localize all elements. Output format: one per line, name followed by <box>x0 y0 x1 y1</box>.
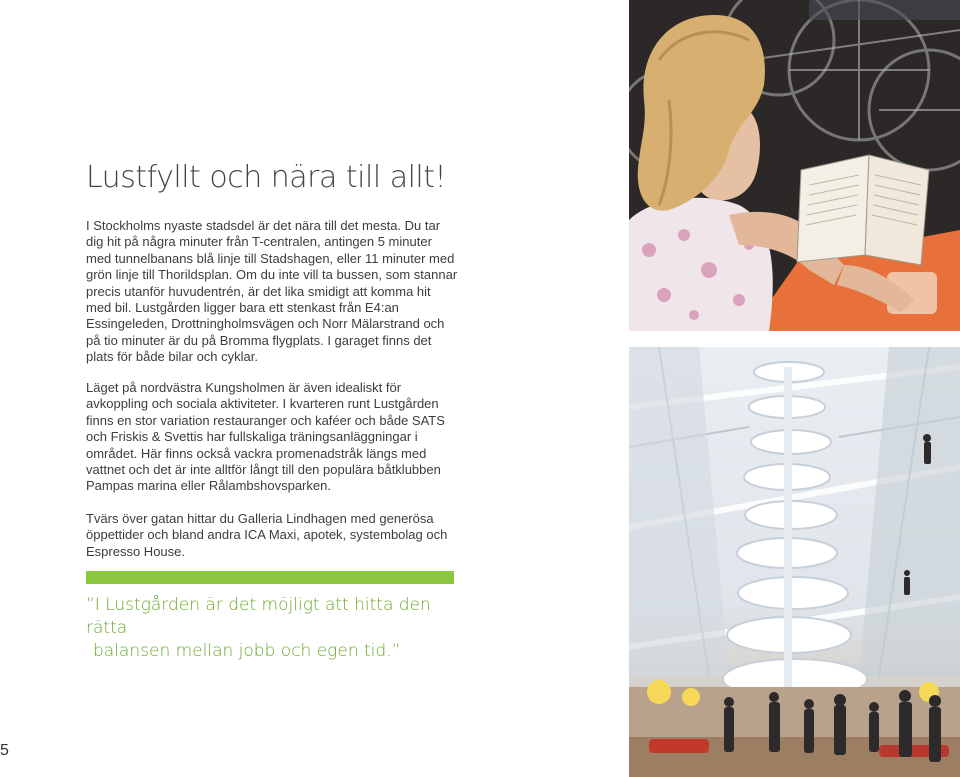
page-heading: Lustfyllt och nära till allt! <box>86 160 447 195</box>
paragraph-text: Läget på nordvästra Kungsholmen är även idealiskt för avkoppling och sociala aktiviteter. I kvarteren runt Lustgården finns en stor variation restauranger och kaféer och både SATS och Friskis & Svettis har fullskaliga träningsanläggningar i området. Här finns också vackra promenadstråk längs med vattnet och det är inte alltför långt till den populära båtklubben Pampas marina eller Rålambshovsparken. <box>86 380 445 494</box>
photo-woman-reading <box>629 0 960 331</box>
body-paragraph-3 <box>86 511 458 576</box>
paragraph-text: I Stockholms nyaste stadsdel är det nära till det mesta. Du tar dig hit på några minuter från T-centralen, antingen 5 minuter med tunnelbanans blå linje till Stadshagen, eller 11 minuter med grön linje till Thorildsplan. Om du inte vill ta bussen, som stannar precis utanför huvudentrén, är det lika smidigt att komma hit med bil. Lustgården ligger bara ett stenkast från E4:an Essingeleden, Drottningholmsvägen och Norr Mälarstrand och på tio minuter är du på Bromma flygplats. I garaget finns det plats för både bilar och cyklar. <box>86 218 458 365</box>
pull-quote <box>86 594 466 663</box>
pull-quote-line-2: balansen mellan jobb och egen tid.” <box>93 641 401 661</box>
paragraph-text: Tvärs över gatan hittar du Galleria Lindhagen med generösa öppettider och bland andra ICA Maxi, apotek, systembolag och Espresso House. <box>86 511 448 559</box>
accent-divider-bar <box>86 571 454 584</box>
body-paragraph-1 <box>86 218 458 382</box>
photo-atrium-spiral-staircase <box>629 347 960 777</box>
pull-quote-line-1: ”I Lustgården är det möjligt att hitta den rätta <box>86 595 431 638</box>
body-paragraph-2 <box>86 380 458 511</box>
page-number: 5 <box>0 742 9 759</box>
